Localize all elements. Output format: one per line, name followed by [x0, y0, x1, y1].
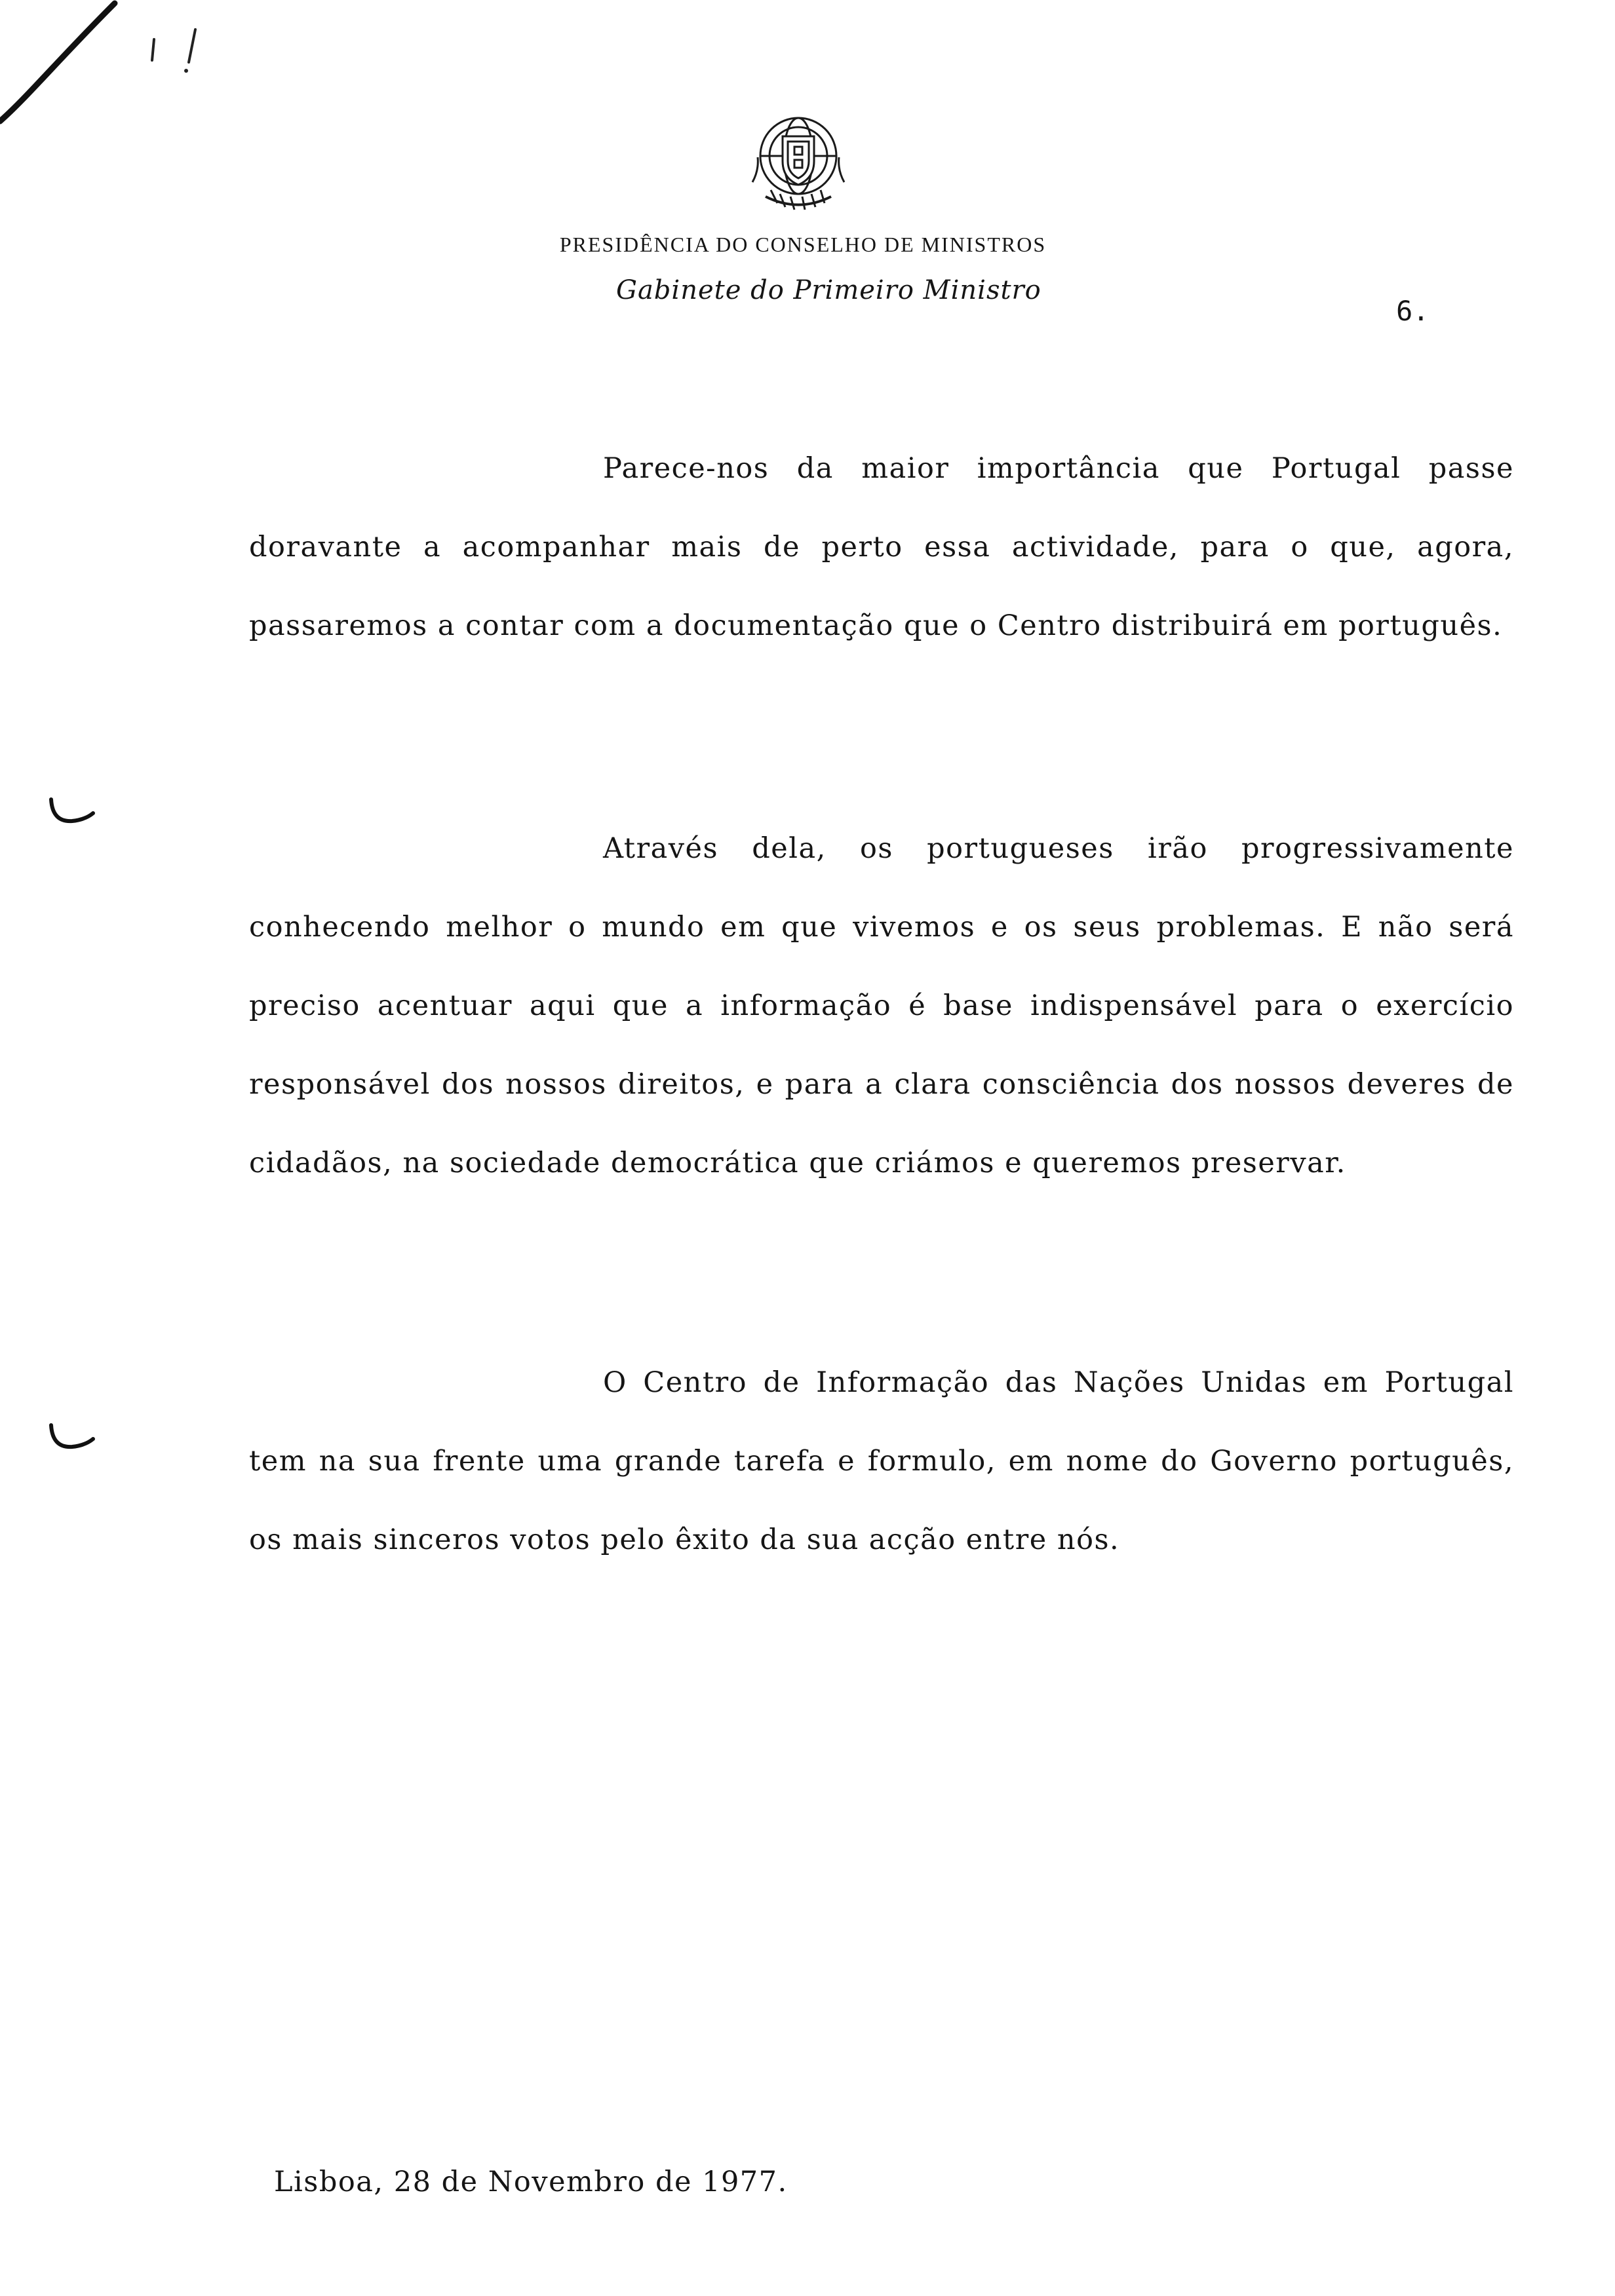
organization-name: PRESIDÊNCIA DO CONSELHO DE MINISTROS [559, 233, 1047, 256]
page-number: 6. [1396, 295, 1430, 327]
margin-mark [46, 796, 98, 829]
paragraph: O Centro de Informação das Nações Unidas em Portugal tem na sua frente uma grande tarefa e formulo, em nome do Governo português, os mais sinceros votos pelo êxito da sua acção entre nós. [249, 1366, 1514, 1556]
pen-stroke-mark [0, 0, 210, 131]
margin-mark [46, 1422, 98, 1455]
paragraph: Parece-nos da maior importância que Portugal passe doravante a acompanhar mais de perto essa actividade, para o que, agora, passaremos a contar com a documentação que o Centro distribuirá em português. [249, 452, 1514, 642]
paragraph: Através dela, os portugueses irão progressivamente conhecendo melhor o mundo em que vivemos e os seus problemas. E não será preciso acentuar aqui que a informação é base indispensável para o exercício responsável dos nossos direitos, e para a clara consciência dos nossos deveres de cidadãos, na sociedade democrática que criámos e queremos preservar. [249, 832, 1514, 1179]
office-name: Gabinete do Primeiro Ministro [616, 275, 1041, 305]
coat-of-arms-emblem [739, 98, 857, 223]
date-line: Lisboa, 28 de Novembro de 1977. [274, 2166, 788, 2198]
